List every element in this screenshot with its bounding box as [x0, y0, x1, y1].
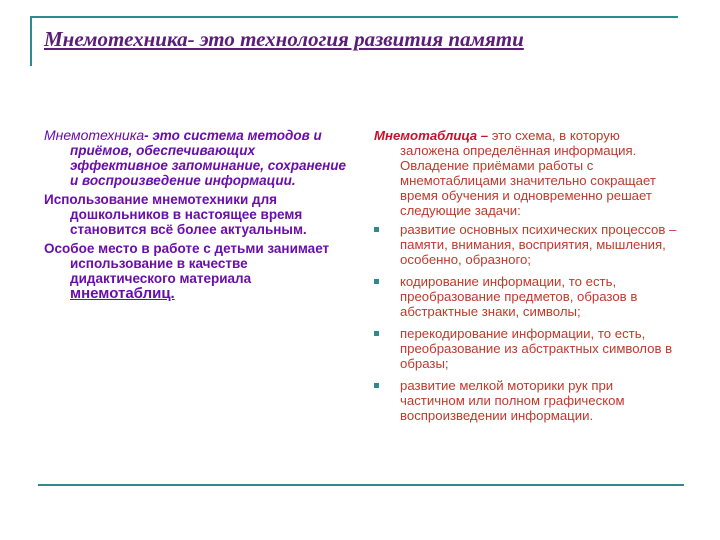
list-item-text: развитие основных психических процессов – памяти, внимания, восприятия, мышления, особенно, образного; [400, 222, 677, 267]
tasks-list [374, 222, 680, 423]
mnemotables-emphasis: мнемотаблиц. [70, 285, 175, 302]
slide-title: Мнемотехника- это технология развития памяти [44, 27, 524, 51]
left-column [44, 128, 356, 305]
special-place-text: Особое место в работе с детьми занимает использование в качестве дидактического материала [44, 241, 330, 286]
list-item [374, 326, 680, 371]
title-accent-bar [30, 16, 32, 66]
list-item-text: перекодирование информации, то есть, преобразование из абстрактных символов в образы; [400, 326, 673, 371]
square-bullet-icon [374, 227, 379, 232]
right-column [374, 128, 680, 430]
mnemotable-definition [374, 128, 680, 218]
mnemotable-definition-text: это схема, в которую заложена определённая информация. Овладение приёмами работы с мнемотаблицами значительно сокращает время обучения и одновременно решает следующие задачи: [400, 128, 656, 218]
special-place-paragraph [44, 241, 356, 301]
square-bullet-icon [374, 331, 379, 336]
mnemotechnics-definition [44, 128, 356, 188]
list-item [374, 378, 680, 423]
mnemotechnics-definition-text: - это система методов и приёмов, обеспечивающих эффективное запоминание, сохранение и воспроизведение информации. [70, 128, 347, 188]
top-divider [30, 16, 678, 18]
list-item-text: развитие мелкой моторики рук при частичном или полном графическом воспроизведении информации. [400, 378, 625, 423]
list-item-text: кодирование информации, то есть, преобразование предметов, образов в абстрактные знаки, символы; [400, 274, 638, 319]
square-bullet-icon [374, 279, 379, 284]
relevance-paragraph: Использование мнемотехники для дошкольников в настоящее время становится всё более актуальным. [44, 192, 307, 237]
square-bullet-icon [374, 383, 379, 388]
bottom-divider [38, 484, 684, 486]
mnemotable-term: Мнемотаблица – [374, 128, 492, 143]
list-item [374, 274, 680, 319]
list-item [374, 222, 680, 267]
mnemotechnics-term: Мнемотехника [44, 127, 145, 143]
